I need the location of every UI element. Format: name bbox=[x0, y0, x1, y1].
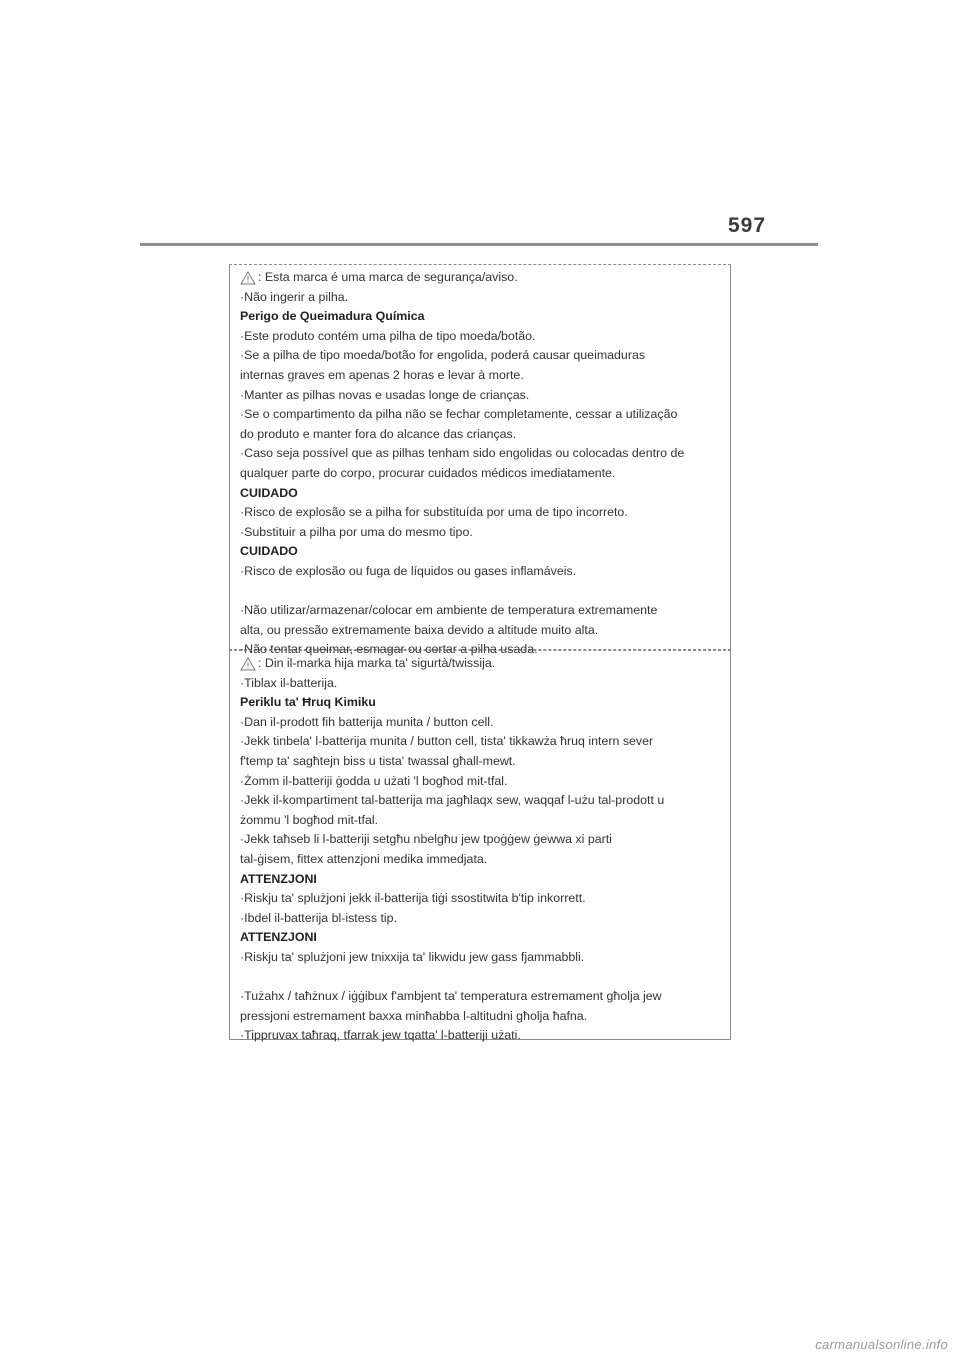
text-line: ·Não ingerir a pilha. bbox=[240, 289, 349, 304]
text-line: ·Não utilizar/armazenar/colocar em ambiente de temperatura extremamente bbox=[240, 603, 658, 618]
text-line: ·Riskju ta' splużjoni jekk il-batterija tiġi ssostitwita b'tip inkorrett. bbox=[240, 891, 586, 906]
warning-mark-line bbox=[240, 654, 725, 674]
watermark-logo: carmanualsonline.info bbox=[815, 1337, 948, 1352]
text-line: ·Tiblax il-batterija. bbox=[240, 675, 338, 690]
warning-mark-text: : Din il-marka hija marka ta' sigurtà/twissija. bbox=[258, 656, 496, 670]
section-heading: Perigo de Queimadura Química bbox=[240, 309, 425, 324]
text-line: ·Se a pilha de tipo moeda/botão for engolida, poderá causar queimaduras bbox=[240, 348, 646, 363]
text-line: ·Żomm il-batteriji ġodda u użati 'l bogħod mit-tfal. bbox=[240, 773, 508, 788]
text-line: qualquer parte do corpo, procurar cuidados médicos imediatamente. bbox=[240, 465, 616, 480]
warning-mark-line bbox=[240, 268, 725, 288]
text-line: ·Ibdel il-batterija bl-istess tip. bbox=[240, 910, 398, 925]
warning-mark-text: : Esta marca é uma marca de segurança/aviso. bbox=[258, 270, 518, 284]
text-line: ·Não tentar queimar, esmagar ou cortar a pilha usada. bbox=[240, 642, 538, 657]
warning-box-portuguese bbox=[229, 264, 731, 657]
text-line: pressjoni estremament baxxa minħabba l-altitudni għolja ħafna. bbox=[240, 1008, 588, 1023]
text-line: ·Riskju ta' splużjoni jew tnixxija ta' likwidu jew gass fjammabbli. bbox=[240, 949, 585, 964]
warning-triangle-icon bbox=[240, 657, 256, 671]
text-line: ·Dan il-prodott fih batterija munita / button cell. bbox=[240, 714, 494, 729]
text-line: ·Substituir a pilha por uma do mesmo tipo. bbox=[240, 524, 473, 539]
text-line: żommu 'l bogħod mit-tfal. bbox=[240, 812, 379, 827]
text-line: f'temp ta' sagħtejn biss u tista' twassal għall-mewt. bbox=[240, 753, 516, 768]
blank-line bbox=[240, 582, 725, 602]
text-line: ·Tużahx / taħżnux / iġġibux f'ambjent ta' temperatura estremament għolja jew bbox=[240, 989, 662, 1004]
text-line: alta, ou pressão extremamente baixa devido a altitude muito alta. bbox=[240, 622, 599, 637]
text-line: ·Manter as pilhas novas e usadas longe de crianças. bbox=[240, 387, 530, 402]
text-line: ·Caso seja possível que as pilhas tenham sido engolidas ou colocadas dentro de bbox=[240, 446, 685, 461]
text-line: internas graves em apenas 2 horas e levar à morte. bbox=[240, 367, 524, 382]
text-line: ·Se o compartimento da pilha não se fechar completamente, cessar a utilização bbox=[240, 407, 678, 422]
warning-triangle-icon bbox=[240, 271, 256, 285]
warning-box-maltese bbox=[229, 650, 731, 1043]
section-heading: CUIDADO bbox=[240, 544, 298, 559]
text-line: tal-ġisem, fittex attenzjoni medika immedjata. bbox=[240, 851, 488, 866]
text-line: ·Risco de explosão ou fuga de líquidos ou gases inflamáveis. bbox=[240, 563, 577, 578]
header-rule bbox=[140, 243, 818, 246]
blank-line bbox=[240, 968, 725, 988]
text-line: do produto e manter fora do alcance das crianças. bbox=[240, 426, 517, 441]
text-line: ·Jekk tinbela' l-batterija munita / button cell, tista' tikkawża ħruq intern sever bbox=[240, 734, 654, 749]
text-line: ·Jekk il-kompartiment tal-batterija ma jagħlaqx sew, waqqaf l-użu tal-prodott u bbox=[240, 793, 665, 808]
text-line: ·Risco de explosão se a pilha for substituída por uma de tipo incorreto. bbox=[240, 505, 628, 520]
section-heading: ATTENZJONI bbox=[240, 871, 317, 886]
page-number: 597 bbox=[728, 214, 767, 237]
section-heading: CUIDADO bbox=[240, 485, 298, 500]
text-line: ·Este produto contém uma pilha de tipo moeda/botão. bbox=[240, 328, 536, 343]
section-heading: ATTENZJONI bbox=[240, 930, 317, 945]
text-line: ·Jekk taħseb li l-batteriji setgħu nbelgħu jew tpoġġew ġewwa xi parti bbox=[240, 832, 612, 847]
text-line: ·Tippruvax taħraq, tfarrak jew tqatta' l-batteriji użati. bbox=[240, 1028, 521, 1043]
section-heading: Periklu ta' Ħruq Kimiku bbox=[240, 695, 376, 710]
